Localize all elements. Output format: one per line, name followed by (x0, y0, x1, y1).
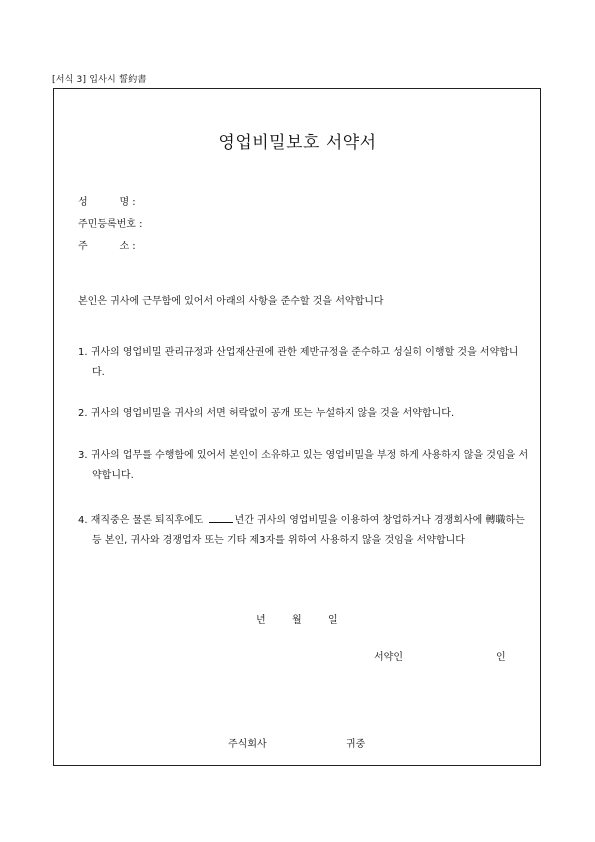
company-label: 주식회사 (228, 739, 267, 750)
clause-2: 2. 귀사의 영업비밀을 귀사의 서면 허락없이 공개 또는 누설하지 않을 것을 서약합니다. (78, 408, 455, 419)
document-frame (53, 88, 541, 766)
honorific-label: 귀중 (346, 739, 366, 750)
document-title: 영업비밀보호 서약서 (218, 133, 377, 153)
intro-statement: 본인은 귀사에 근무함에 있어서 아래의 사항을 준수할 것을 서약합니다 (78, 296, 384, 307)
date-day-label: 일 (328, 615, 338, 626)
clause-4-text-after: 년간 귀사의 영업비밀을 이용하여 창업하거나 경쟁회사에 轉職하는 등 본인, 귀사와 경쟁업자 또는 기타 제3자를 위하여 사용하지 않을 것임을 서약합니다 (92, 515, 525, 546)
address-field-label: 주 소 : (78, 241, 136, 252)
resident-number-field-label: 주민등록번호 : (78, 219, 143, 230)
seal-label: 인 (496, 652, 506, 663)
form-number: [서식 3] 입사시 誓約書 (52, 75, 147, 85)
years-blank-line (209, 513, 233, 523)
date-month-label: 월 (292, 615, 302, 626)
date-year-label: 년 (256, 615, 266, 626)
clause-4 (78, 511, 530, 551)
name-field-label: 성 명 : (78, 197, 136, 208)
clause-4-text-before: 4. 재직중은 물론 퇴직후에도 (78, 515, 207, 526)
clause-1: 1. 귀사의 영업비밀 관리규정과 산업재산권에 관한 제반규정을 준수하고 성실히 이행할 것을 서약합니다. (78, 347, 519, 378)
clause-3: 3. 귀사의 업무를 수행함에 있어서 본인이 소유하고 있는 영업비밀을 부정 하게 사용하지 않을 것임을 서약합니다. (78, 450, 529, 481)
signer-label: 서약인 (374, 652, 403, 663)
